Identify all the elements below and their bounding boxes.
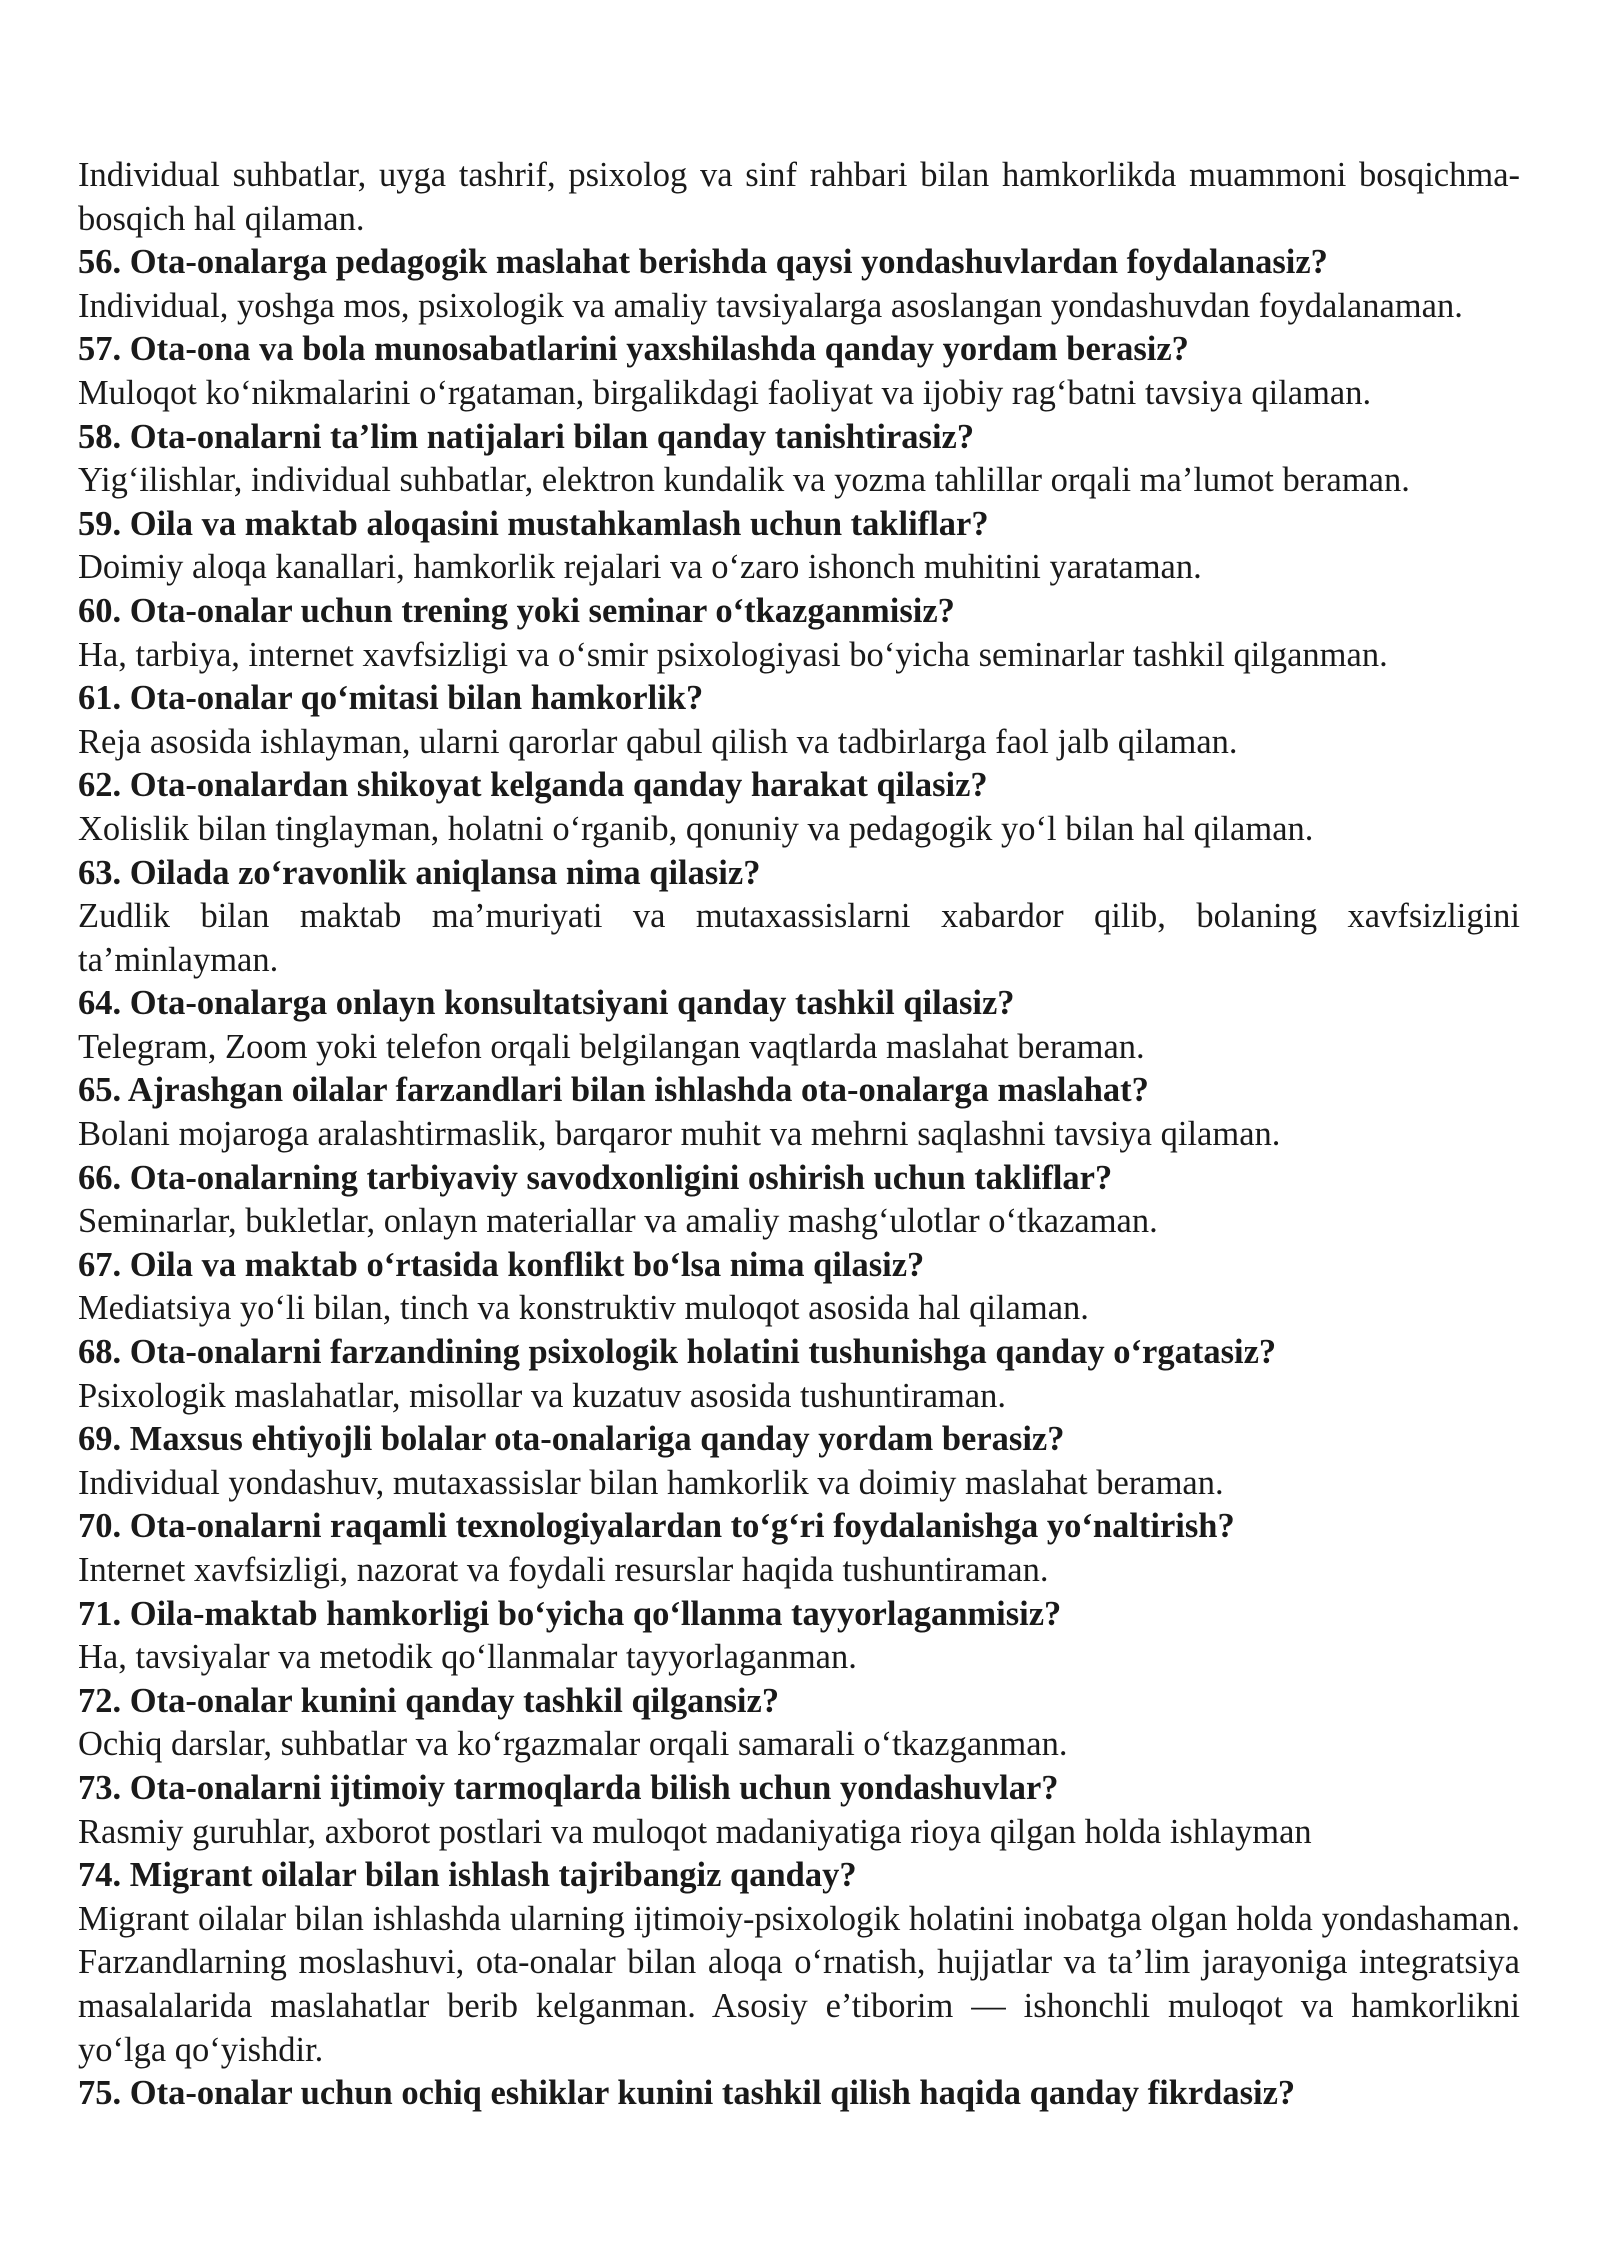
question-heading-68: 68. Ota-onalarni farzandining psixologik holatini tushunishga qanday o‘rgatasiz? bbox=[78, 1333, 1277, 1372]
question-heading-66: 66. Ota-onalarning tarbiyaviy savodxonligini oshirish uchun takliflar? bbox=[78, 1158, 1113, 1197]
answer-paragraph-60: Ha, tarbiya, internet xavfsizligi va o‘smir psixologiyasi bo‘yicha seminarlar tashkil qilganman. bbox=[78, 635, 1388, 674]
answer-paragraph-67: Mediatsiya yo‘li bilan, tinch va konstruktiv muloqot asosida hal qilaman. bbox=[78, 1289, 1089, 1328]
answer-paragraph-66: Seminarlar, bukletlar, onlayn materiallar va amaliy mashg‘ulotlar o‘tkazaman. bbox=[78, 1202, 1158, 1241]
answer-paragraph-62: Xolislik bilan tinglayman, holatni o‘rganib, qonuniy va pedagogik yo‘l bilan hal qilaman. bbox=[78, 809, 1314, 848]
answer-paragraph-63: Zudlik bilan maktab ma’muriyati va mutaxassislarni xabardor qilib, bolaning xavfsizligini ta’minlayman. bbox=[78, 897, 1520, 979]
question-heading-62: 62. Ota-onalardan shikoyat kelganda qanday harakat qilasiz? bbox=[78, 766, 988, 805]
answer-paragraph-69: Individual yondashuv, mutaxassislar bilan hamkorlik va doimiy maslahat beraman. bbox=[78, 1463, 1224, 1502]
question-heading-59: 59. Oila va maktab aloqasini mustahkamlash uchun takliflar? bbox=[78, 504, 989, 543]
document-page bbox=[78, 154, 1520, 2116]
answer-paragraph-57: Muloqot ko‘nikmalarini o‘rgataman, birgalikdagi faoliyat va ijobiy rag‘batni tavsiya qilaman. bbox=[78, 373, 1372, 412]
answer-paragraph-64: Telegram, Zoom yoki telefon orqali belgilangan vaqtlarda maslahat beraman. bbox=[78, 1027, 1145, 1066]
answer-paragraph-56: Individual, yoshga mos, psixologik va amaliy tavsiyalarga asoslangan yondashuvdan foydalanaman. bbox=[78, 286, 1463, 325]
question-heading-60: 60. Ota-onalar uchun trening yoki seminar o‘tkazganmisiz? bbox=[78, 591, 955, 630]
question-heading-67: 67. Oila va maktab o‘rtasida konflikt bo‘lsa nima qilasiz? bbox=[78, 1245, 925, 1284]
answer-paragraph-58: Yig‘ilishlar, individual suhbatlar, elektron kundalik va yozma tahlillar orqali ma’lumot beraman. bbox=[78, 461, 1410, 500]
answer-paragraph-71: Ha, tavsiyalar va metodik qo‘llanmalar tayyorlaganman. bbox=[78, 1638, 857, 1677]
answer-paragraph-65: Bolani mojaroga aralashtirmaslik, barqaror muhit va mehrni saqlashni tavsiya qilaman. bbox=[78, 1115, 1281, 1154]
question-heading-69: 69. Maxsus ehtiyojli bolalar ota-onalariga qanday yordam berasiz? bbox=[78, 1420, 1065, 1459]
question-heading-65: 65. Ajrashgan oilalar farzandlari bilan ishlashda ota-onalarga maslahat? bbox=[78, 1071, 1149, 1110]
question-heading-73: 73. Ota-onalarni ijtimoiy tarmoqlarda bilish uchun yondashuvlar? bbox=[78, 1768, 1059, 1807]
answer-paragraph-74: Migrant oilalar bilan ishlashda ularning ijtimoiy-psixologik holatini inobatga olgan holda yondashaman. Farzandlarning moslashuvi, ota-onalar bilan aloqa o‘rnatish, hujjatlar va ta’lim jarayoniga integratsiya masalalarida maslahatlar berib kelganman. Asosiy e’tiborim — ishonchli muloqot va hamkorlikni yo‘lga qo‘yishdir. bbox=[78, 1899, 1520, 2069]
question-heading-64: 64. Ota-onalarga onlayn konsultatsiyani qanday tashkil qilasiz? bbox=[78, 984, 1015, 1023]
answer-paragraph-68: Psixologik maslahatlar, misollar va kuzatuv asosida tushuntiraman. bbox=[78, 1376, 1007, 1415]
answer-paragraph-72: Ochiq darslar, suhbatlar va ko‘rgazmalar orqali samarali o‘tkazganman. bbox=[78, 1725, 1068, 1764]
question-heading-58: 58. Ota-onalarni ta’lim natijalari bilan qanday tanishtirasiz? bbox=[78, 417, 975, 456]
question-heading-70: 70. Ota-onalarni raqamli texnologiyalardan to‘g‘ri foydalanishga yo‘naltirish? bbox=[78, 1507, 1235, 1546]
answer-paragraph-73: Rasmiy guruhlar, axborot postlari va muloqot madaniyatiga rioya qilgan holda ishlayman bbox=[78, 1812, 1312, 1851]
answer-paragraph-59: Doimiy aloqa kanallari, hamkorlik rejalari va o‘zaro ishonch muhitini yarataman. bbox=[78, 548, 1202, 587]
question-heading-71: 71. Oila-maktab hamkorligi bo‘yicha qo‘llanma tayyorlaganmisiz? bbox=[78, 1594, 1062, 1633]
question-heading-61: 61. Ota-onalar qo‘mitasi bilan hamkorlik? bbox=[78, 679, 704, 718]
question-heading-56: 56. Ota-onalarga pedagogik maslahat berishda qaysi yondashuvlardan foydalanasiz? bbox=[78, 243, 1328, 282]
answer-paragraph: Individual suhbatlar, uyga tashrif, psixolog va sinf rahbari bilan hamkorlikda muammoni bosqichma-bosqich hal qilaman. bbox=[78, 156, 1520, 238]
question-heading-72: 72. Ota-onalar kunini qanday tashkil qilgansiz? bbox=[78, 1681, 780, 1720]
question-heading-74: 74. Migrant oilalar bilan ishlash tajribangiz qanday? bbox=[78, 1856, 857, 1895]
question-heading-57: 57. Ota-ona va bola munosabatlarini yaxshilashda qanday yordam berasiz? bbox=[78, 330, 1189, 369]
question-heading-63: 63. Oilada zo‘ravonlik aniqlansa nima qilasiz? bbox=[78, 853, 761, 892]
answer-paragraph-70: Internet xavfsizligi, nazorat va foydali resurslar haqida tushuntiraman. bbox=[78, 1551, 1049, 1589]
answer-paragraph-61: Reja asosida ishlayman, ularni qarorlar qabul qilish va tadbirlarga faol jalb qilaman. bbox=[78, 722, 1238, 761]
question-heading-75: 75. Ota-onalar uchun ochiq eshiklar kunini tashkil qilish haqida qanday fikrdasiz? bbox=[78, 2074, 1296, 2113]
